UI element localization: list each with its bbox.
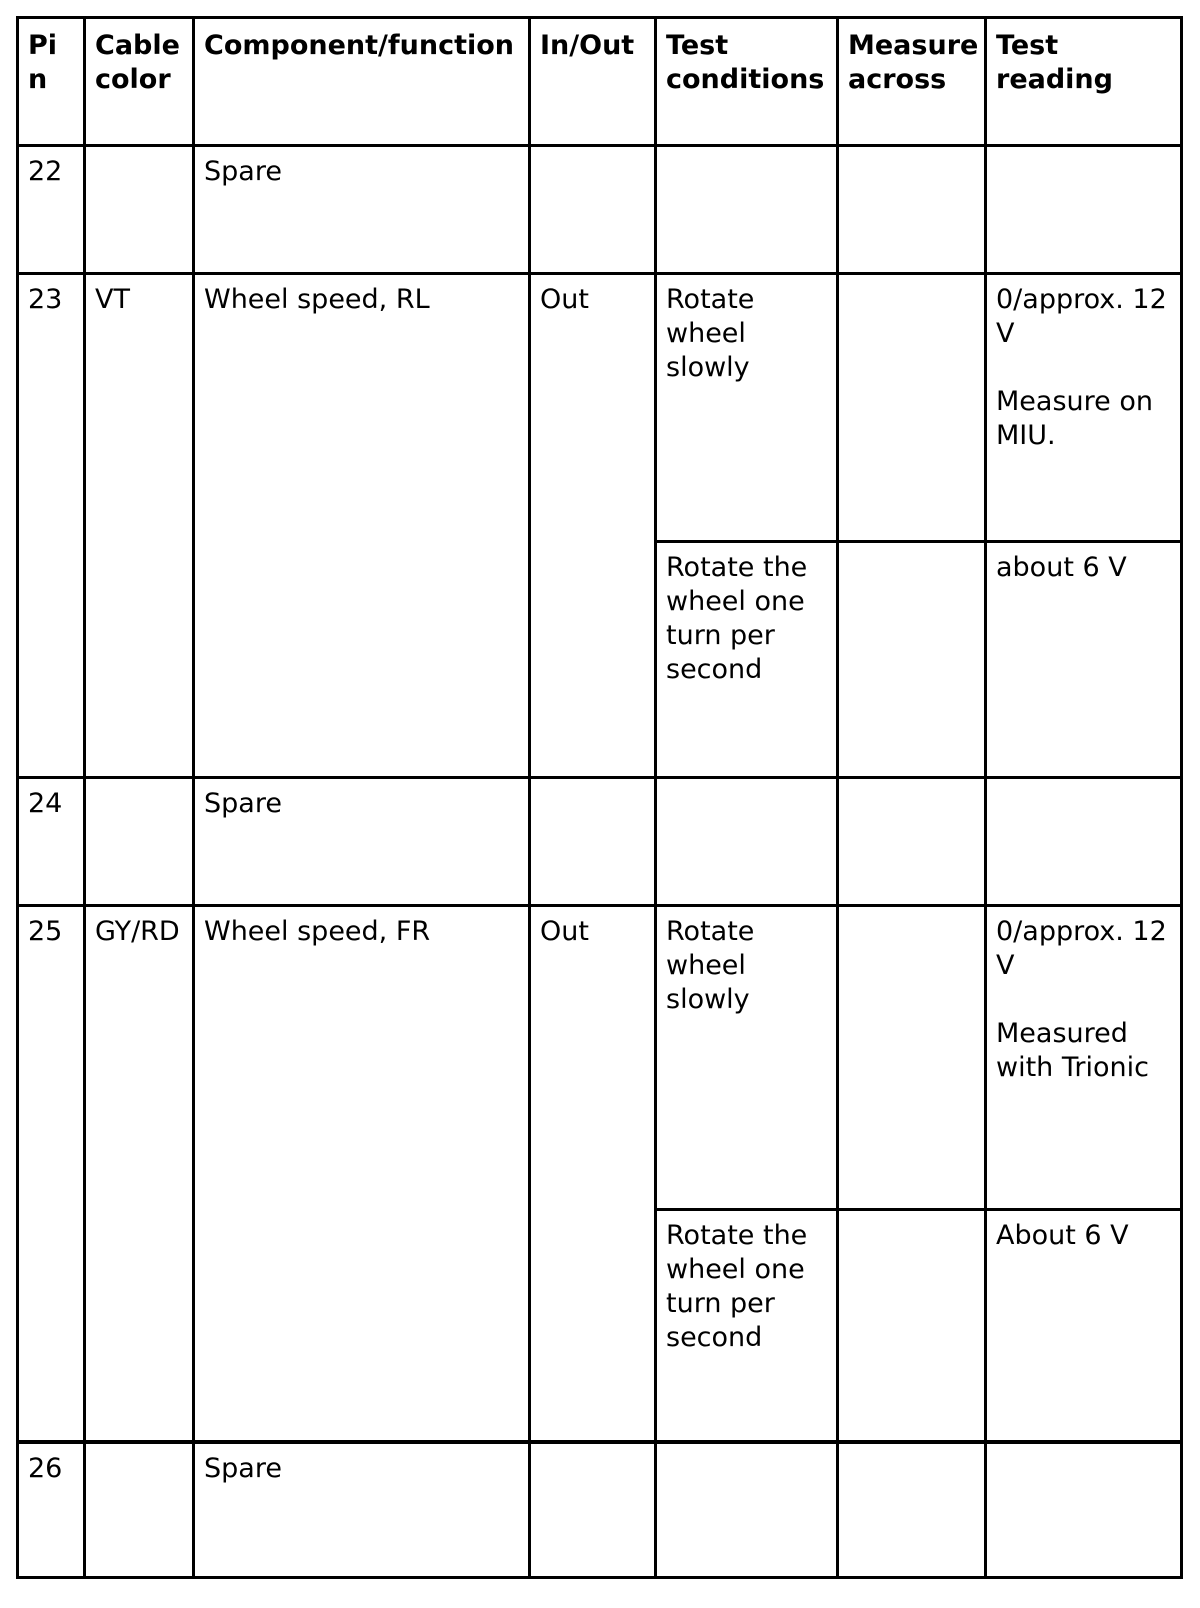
- table-row: [18, 274, 1182, 542]
- test-reading-value: 0/approx. 12 V: [996, 916, 1167, 981]
- table-row: [18, 1442, 1182, 1578]
- in-out-cell: Out: [530, 906, 656, 1442]
- test-condition-cell: Rotate the wheel one turn per second: [656, 1210, 838, 1442]
- pin-cell: 24: [18, 778, 85, 906]
- header-in-out: In/Out: [530, 18, 656, 146]
- test-condition-cell: Rotate wheel slowly: [656, 274, 838, 542]
- test-reading-cell: about 6 V: [986, 542, 1182, 778]
- component-cell: Wheel speed, FR: [194, 906, 530, 1442]
- cable-color-cell: [85, 778, 194, 906]
- component-cell: Spare: [194, 1442, 530, 1578]
- test-condition-cell: [656, 778, 838, 906]
- test-reading-cell: [986, 1442, 1182, 1578]
- cable-color-cell: [85, 1442, 194, 1578]
- cable-color-cell: [85, 146, 194, 274]
- test-condition-cell: Rotate the wheel one turn per second: [656, 542, 838, 778]
- header-cable-color: Cable color: [85, 18, 194, 146]
- header-row: [18, 18, 1182, 146]
- table-row: [18, 146, 1182, 274]
- test-condition-cell: Rotate wheel slowly: [656, 906, 838, 1210]
- test-reading-cell: About 6 V: [986, 1210, 1182, 1442]
- in-out-cell: Out: [530, 274, 656, 778]
- test-condition-cell: [656, 1442, 838, 1578]
- measure-across-cell: [838, 146, 986, 274]
- component-cell: Spare: [194, 778, 530, 906]
- test-reading-note: Measure on MIU.: [996, 386, 1153, 451]
- pin-cell: 23: [18, 274, 85, 778]
- test-reading-value: 0/approx. 12 V: [996, 284, 1167, 349]
- test-condition-cell: [656, 146, 838, 274]
- test-reading-cell: [986, 146, 1182, 274]
- component-cell: Spare: [194, 146, 530, 274]
- test-reading-cell: [986, 274, 1182, 542]
- test-reading-note: Measured with Trionic: [996, 1018, 1149, 1083]
- header-test-conditions: Test conditions: [656, 18, 838, 146]
- in-out-cell: [530, 146, 656, 274]
- measure-across-cell: [838, 778, 986, 906]
- header-component: Component/function: [194, 18, 530, 146]
- measure-across-cell: [838, 906, 986, 1210]
- table-row: [18, 906, 1182, 1210]
- measure-across-cell: [838, 1210, 986, 1442]
- in-out-cell: [530, 778, 656, 906]
- header-pin: Pin: [18, 18, 85, 146]
- pin-cell: 25: [18, 906, 85, 1442]
- table-row: [18, 778, 1182, 906]
- cable-color-cell: GY/RD: [85, 906, 194, 1442]
- component-cell: Wheel speed, RL: [194, 274, 530, 778]
- cable-color-cell: VT: [85, 274, 194, 778]
- pin-cell: 22: [18, 146, 85, 274]
- pin-cell: 26: [18, 1442, 85, 1578]
- measure-across-cell: [838, 542, 986, 778]
- measure-across-cell: [838, 1442, 986, 1578]
- measure-across-cell: [838, 274, 986, 542]
- pin-table: [16, 16, 1183, 1579]
- in-out-cell: [530, 1442, 656, 1578]
- test-reading-cell: [986, 778, 1182, 906]
- header-measure-across: Measure across: [838, 18, 986, 146]
- header-test-reading: Test reading: [986, 18, 1182, 146]
- test-reading-cell: [986, 906, 1182, 1210]
